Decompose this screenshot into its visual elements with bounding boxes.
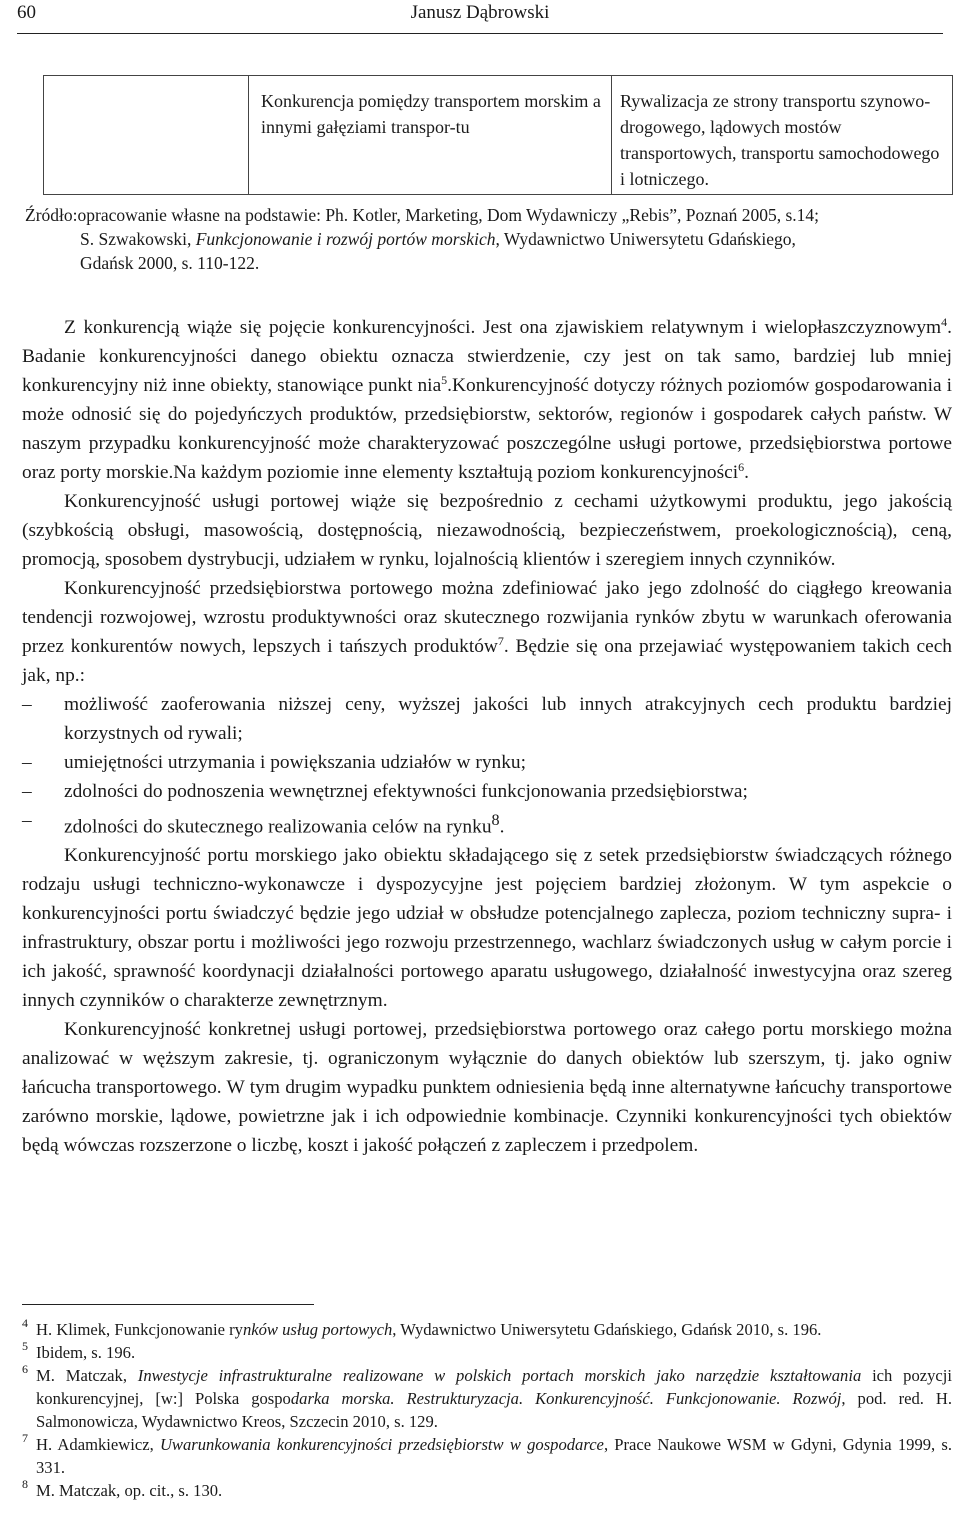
footnote-number: 4 — [22, 1316, 28, 1330]
competition-table — [43, 75, 953, 195]
footnote-ref: 4 — [941, 315, 948, 329]
footnote-4 — [22, 1318, 952, 1341]
list-item-text: zdolności do skutecznego realizowania celów na rynku — [64, 816, 492, 838]
paragraph-2: Konkurencyjność usługi portowej wiąże się bezpośrednio z cechami użytkowymi produktu, jego jakością (szybkością obsługi, masowością, dostępnością, niezawodnością, bezpieczeństwem, proekologicznością), ceną, promocją, sposobem dystrybucji, udziałem w rynku, lojalnością klientów i szeregiem innych czynników. — [22, 491, 952, 570]
table-row — [44, 76, 953, 195]
table-cell-rivalry-description: Rywalizacja ze strony transportu szynowo-drogowego, lądowych mostów transportowych, transportu samochodowego i lotniczego. — [612, 76, 953, 195]
source-line-2 — [25, 227, 950, 251]
dash-bullet: – — [22, 752, 32, 773]
source-line-1: Źródło:opracowanie własne na podstawie: Ph. Kotler, Marketing, Dom Wydawniczy „Rebis”, Poznań 2005, s.14; — [25, 205, 819, 225]
footnote-number: 7 — [22, 1431, 28, 1445]
list-item-text: . — [499, 816, 505, 838]
paragraph-4: Konkurencyjność portu morskiego jako obiektu składającego się z setek przedsiębiorstw świadczących różnego rodzaju usługi techniczno-wykonawcze i dyspozycyjne jest pojęciem bardziej złożonym. W tym aspekcie o konkurencyjności portu świadczyć będzie jego udział w obsłudze potencjalnego zaplecza, poziom techniczny supra- i infrastruktury, obszar portu i możliwości jego rozwoju przestrzennego, wachlarz świadczonych usług w całym porcie i ich jakość, sprawność koordynacji działalności portowego aparatu usługowego, działalność inwestycyjna oraz szereg innych czynników o charakterze zewnętrznym. — [22, 845, 952, 1012]
footnote-text: Ibidem, s. 196. — [36, 1343, 136, 1362]
dash-bullet: – — [22, 781, 32, 802]
running-head-author: Janusz Dąbrowski — [410, 2, 550, 23]
footnote-text: ich pozycji konkurencyjnej, [w:] Polska gospo — [36, 1366, 952, 1408]
footnote-italic: nków usług portowych — [242, 1320, 393, 1339]
list-item-text: możliwość zaoferowania niższej ceny, wyższej jakości lub innych atrakcyjnych cech produktu bardziej korzystnych od rywali; — [64, 694, 952, 744]
list-item — [22, 690, 952, 748]
list-item — [22, 777, 952, 806]
list-item — [22, 748, 952, 777]
paragraph-text: Z konkurencją wiąże się pojęcie konkurencyjności. Jest ona zjawiskiem relatywnym i wielopłaszczyznowym — [64, 317, 942, 338]
list-item-text: umiejętności utrzymania i powiększania udziałów w rynku; — [64, 752, 527, 773]
page-number: 60 — [17, 2, 36, 23]
paragraph-text: . Będzie się ona przejawiać występowaniem takich cech jak, np.: — [22, 636, 952, 686]
footnote-ref: 7 — [497, 634, 504, 648]
footnote-text: M. Matczak, op. cit., s. 130. — [36, 1481, 223, 1500]
footnote-text: H. Adamkiewicz, — [36, 1435, 160, 1454]
footnote-number: 6 — [22, 1362, 28, 1376]
footnote-number: 5 — [22, 1339, 28, 1353]
footnote-separator — [22, 1304, 314, 1305]
feature-list — [22, 690, 952, 841]
footnote-6 — [22, 1364, 952, 1433]
footnote-text: , Wydawnictwo Uniwersytetu Gdańskiego, Gdańsk 2010, s. 196. — [392, 1320, 822, 1339]
paragraph-text: .Konkurencyjność dotyczy różnych poziomów gospodarowania i może odnosić się do pojedyńczych produktów, przedsiębiorstw, sektorów, regionów i gospodarek całych państw. W naszym przypadku konkurencyjność może charakteryzować poszczególne usługi portowe, przedsiębiorstwa portowe oraz porty morskie.Na każdym poziomie inne elementy kształtują poziom konkurencyjności — [22, 375, 952, 483]
footnote-ref: 8 — [491, 812, 500, 829]
footnote-italic: darka morska. Restrukturyzacja. Konkurencyjność. Funkcjonowanie. Rozwój — [290, 1389, 842, 1408]
footnote-7 — [22, 1433, 952, 1479]
main-text — [22, 313, 952, 1160]
source-note — [25, 203, 950, 275]
source-title-italic: Funkcjonowanie i rozwój portów morskich — [195, 229, 496, 249]
paragraph-text: . Badanie konkurencyjności danego obiektu oznacza stwierdzenie, czy jest on tak samo, bardziej lub mniej konkurencyjny niż inne obiekty, stanowiące punkt nia — [22, 317, 952, 396]
dash-bullet: – — [22, 694, 32, 715]
footnote-text: H. Klimek, Funkcjonowanie ry — [36, 1320, 243, 1339]
source-text: , Wydawnictwo Uniwersytetu Gdańskiego, — [495, 229, 796, 249]
source-line-3: Gdańsk 2000, s. 110-122. — [80, 253, 260, 273]
list-item-text: zdolności do podnoszenia wewnętrznej efektywności funkcjonowania przedsiębiorstwa; — [64, 781, 748, 802]
dash-bullet: – — [22, 810, 32, 831]
footnote-5 — [22, 1341, 952, 1364]
footnotes — [22, 1318, 952, 1502]
source-text: S. Szwakowski, — [80, 229, 196, 249]
table-cell-competition-type: Konkurencja pomiędzy transportem morskim a innymi gałęziami transpor-tu — [249, 76, 612, 195]
footnote-text: , Prace Naukowe WSM w Gdyni, Gdynia 1999, s. 331. — [36, 1435, 953, 1477]
paragraph-3 — [22, 574, 952, 690]
footnote-8 — [22, 1479, 952, 1502]
paragraph-1 — [22, 313, 952, 487]
table-cell-empty — [44, 76, 249, 195]
footnote-number: 8 — [22, 1477, 28, 1491]
footnote-text: M. Matczak, — [36, 1366, 138, 1385]
paragraph-text: . — [744, 462, 750, 483]
list-item — [22, 806, 952, 841]
page-header — [17, 0, 943, 34]
footnote-italic: Inwestycje infrastrukturalne realizowane w polskich portach morskich jako narzędzie kształtowania — [137, 1366, 862, 1385]
footnote-italic: Uwarunkowania konkurencyjności przedsiębiorstw w gospodarce — [159, 1435, 604, 1454]
footnote-text: , pod. red. H. Salmonowicza, Wydawnictwo Kreos, Szczecin 2010, s. 129. — [36, 1389, 953, 1431]
footnote-ref: 6 — [738, 460, 745, 474]
paragraph-text: Konkurencyjność przedsiębiorstwa portowego można zdefiniować jako jego zdolność do ciągłego kreowania tendencji rozwojowej, wzrostu produktywności oraz skutecznego rozwijania rynków zbytu w warunkach oferowania przez konkurentów nowych, lepszych i tańszych produktów — [22, 578, 952, 657]
paragraph-5: Konkurencyjność konkretnej usługi portowej, przedsiębiorstwa portowego oraz całego portu morskiego można analizować w węższym zakresie, tj. ograniczonym wyłącznie do danych obiektów lub szerszym, tj. jako ogniw łańcucha transportowego. W tym drugim wypadku punktem odniesienia będą inne alternatywne łańcuchy transportowe zarówno morskie, lądowe, powietrzne jak i ich odpowiednie kombinacje. Czynniki konkurencyjności tych obiektów będą wówczas rozszerzone o liczbę, koszt i jakość połączeń z zapleczem i przedpolem. — [22, 1019, 952, 1157]
footnote-ref: 5 — [441, 373, 448, 387]
